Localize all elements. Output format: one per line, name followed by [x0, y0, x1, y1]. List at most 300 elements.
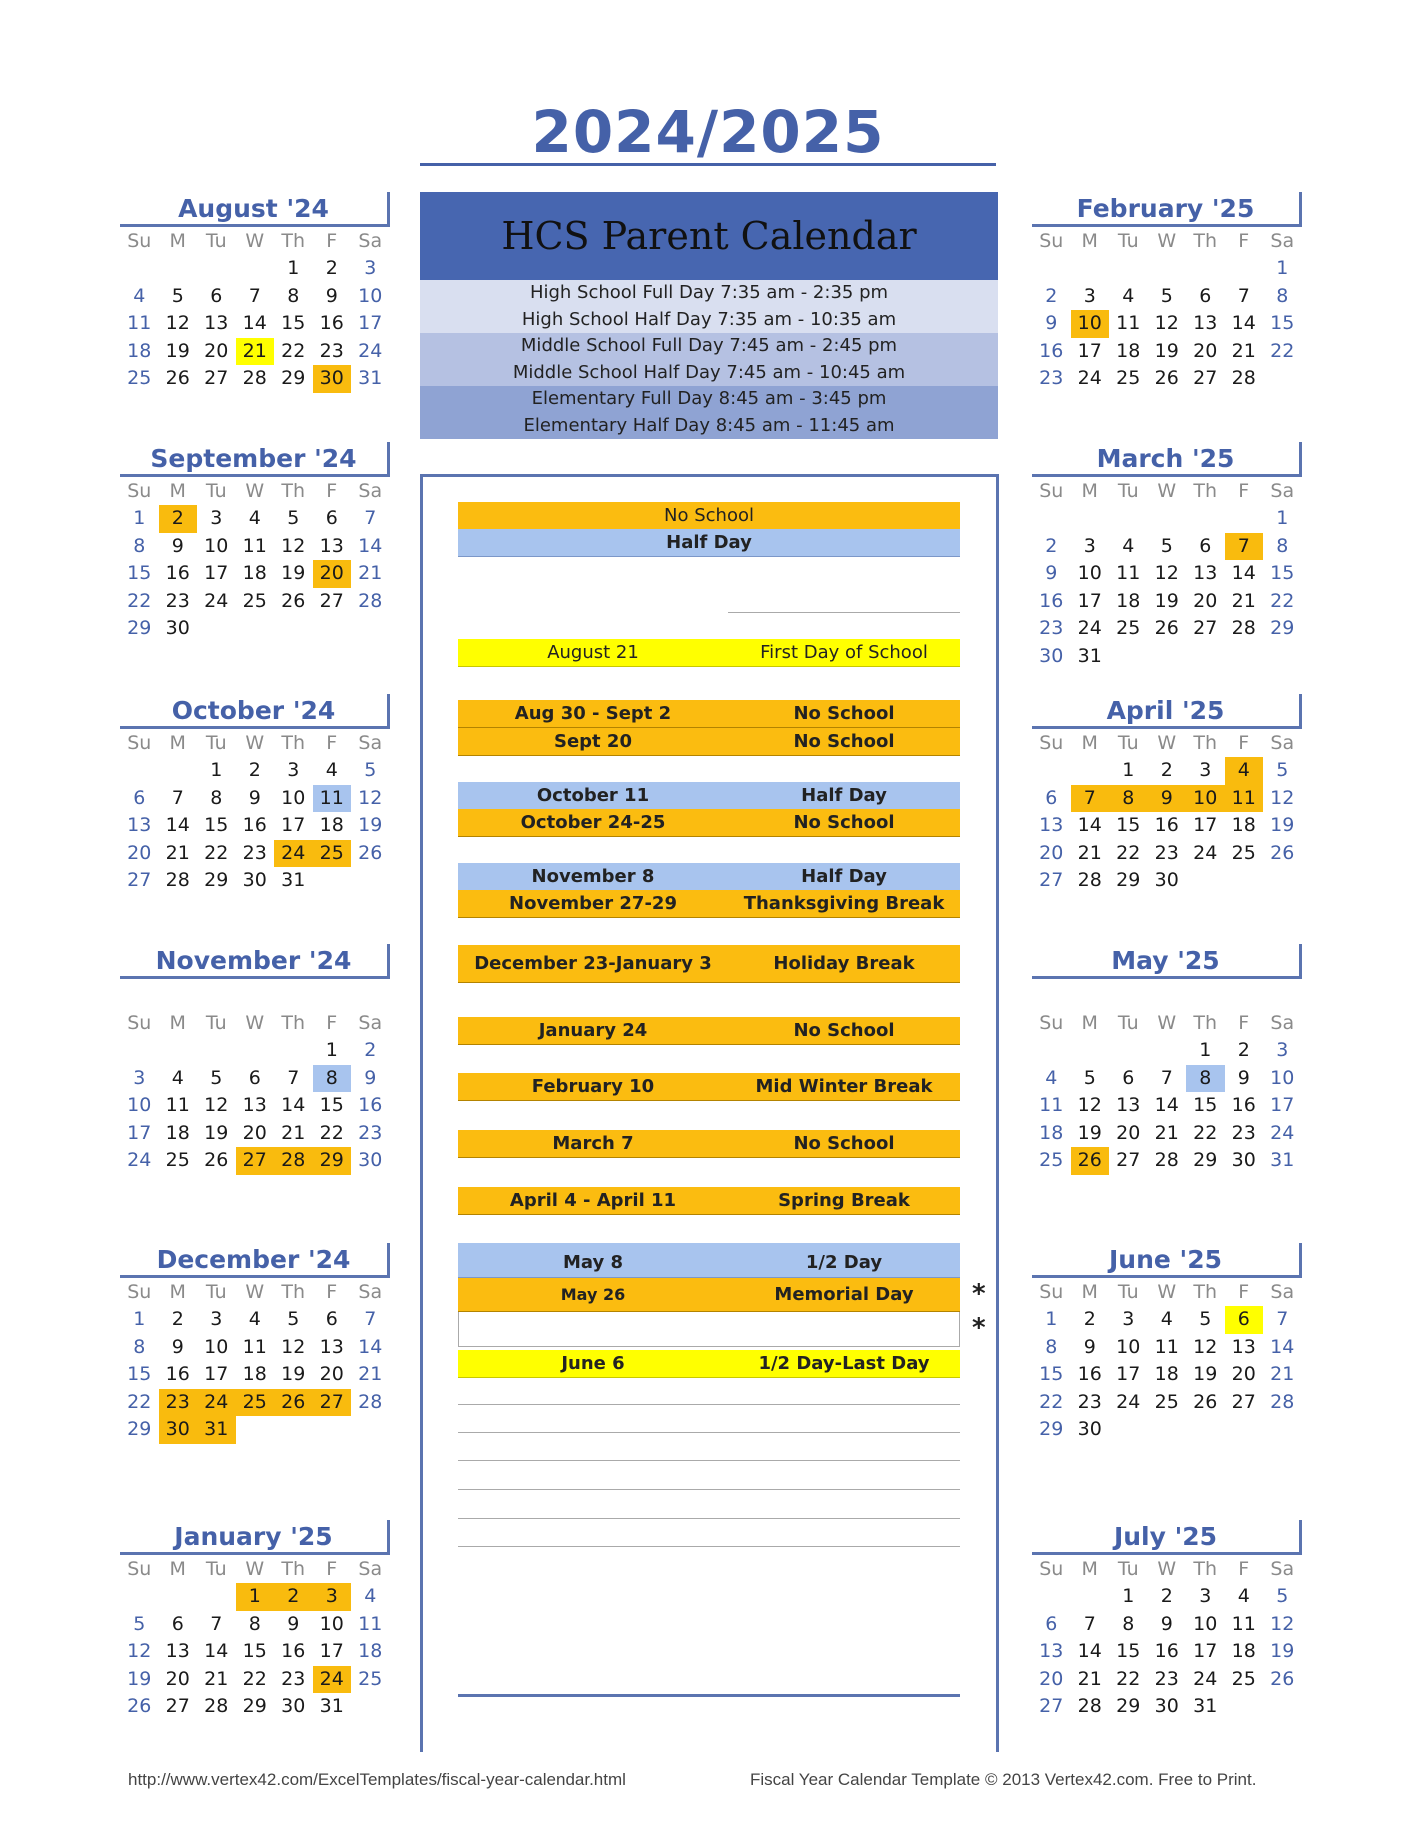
empty-day	[159, 1583, 198, 1611]
day-cell: 4	[248, 1308, 261, 1330]
weekday-label: W	[245, 1281, 265, 1303]
day-cell: 4	[1225, 757, 1264, 785]
weekday-label: M	[1081, 480, 1098, 502]
day-cell: 19	[1154, 339, 1179, 362]
day-cell: 2	[1083, 1308, 1096, 1330]
day-cell: 26	[1270, 1667, 1295, 1690]
empty-day	[159, 1037, 198, 1065]
weekday-label: M	[1081, 1558, 1098, 1580]
weekday-header	[1032, 1555, 1302, 1583]
month-name: May '25	[1032, 944, 1302, 979]
day-cell: 29	[1039, 1418, 1064, 1440]
day-cell: 2	[1045, 534, 1058, 557]
weekday-label: Sa	[1270, 1558, 1295, 1580]
event-date: August 21	[547, 642, 639, 663]
day-cell: 2	[1045, 284, 1058, 307]
weekday-label: Sa	[358, 1012, 383, 1034]
day-cell: 17	[1077, 589, 1102, 612]
event-label: First Day of School	[760, 642, 928, 663]
event-date: October 11	[536, 785, 650, 806]
day-cell: 17	[358, 312, 383, 334]
day-cell: 21	[358, 562, 383, 584]
event-label: No School	[793, 812, 895, 833]
day-cell: 27	[1039, 869, 1064, 891]
event-date: June 6	[561, 1353, 625, 1374]
day-cell: 17	[204, 562, 229, 584]
day-cell: 8	[248, 1612, 261, 1635]
day-cell: 16	[281, 1640, 306, 1662]
empty-day	[236, 255, 275, 283]
empty-day	[1032, 255, 1071, 283]
day-cell: 18	[1116, 339, 1141, 362]
empty-day	[1071, 1037, 1110, 1065]
day-cell: 16	[358, 1094, 383, 1116]
day-cell: 23	[319, 339, 344, 362]
divider	[458, 1432, 960, 1433]
day-cell: 11	[242, 534, 267, 557]
day-cell: 9	[1045, 312, 1058, 334]
days-grid	[1032, 1037, 1302, 1175]
day-cell: 19	[1154, 589, 1179, 612]
day-cell: 30	[159, 1416, 198, 1444]
weekday-label: Tu	[1117, 230, 1139, 252]
day-cell: 21	[281, 1121, 306, 1144]
event-row	[458, 1350, 960, 1378]
weekday-label: Tu	[1117, 1012, 1139, 1034]
day-cell: 21	[1154, 1121, 1179, 1144]
weekday-header	[120, 227, 390, 255]
day-cell: 10	[319, 1612, 344, 1635]
day-cell: 4	[1160, 1308, 1173, 1330]
weekday-label: Sa	[358, 230, 383, 252]
weekday-label: Su	[1039, 1558, 1064, 1580]
day-cell: 3	[210, 1308, 223, 1330]
day-cell: 2	[364, 1039, 377, 1061]
day-cell: 30	[358, 1149, 383, 1171]
day-cell: 22	[127, 1390, 152, 1413]
event-label: Memorial Day	[774, 1284, 914, 1305]
month-name: March '25	[1032, 442, 1302, 477]
event-date: January 24	[538, 1020, 648, 1041]
day-cell: 20	[165, 1667, 190, 1690]
day-cell: 15	[1116, 1640, 1141, 1662]
day-cell: 27	[1193, 367, 1218, 389]
day-cell: 1	[1045, 1308, 1058, 1330]
day-cell: 9	[248, 786, 261, 809]
day-cell: 27	[236, 1147, 275, 1175]
days-grid	[1032, 505, 1302, 670]
event-row	[458, 1187, 960, 1215]
day-cell: 1	[1199, 1039, 1212, 1061]
day-cell: 20	[1193, 339, 1218, 362]
day-cell: 14	[1270, 1335, 1295, 1358]
day-cell: 3	[210, 507, 223, 529]
asterisk: *	[972, 1313, 986, 1343]
day-cell: 1	[1276, 257, 1289, 279]
day-cell: 25	[242, 589, 267, 612]
empty-day	[120, 255, 159, 283]
day-cell: 2	[274, 1583, 313, 1611]
day-cell: 5	[287, 507, 300, 529]
day-cell: 15	[127, 562, 152, 584]
divider	[458, 1460, 960, 1461]
day-cell: 3	[1199, 759, 1212, 781]
empty-day	[1148, 255, 1187, 283]
weekday-header	[120, 1009, 390, 1037]
day-cell: 26	[1154, 617, 1179, 639]
weekday-label: F	[326, 1558, 338, 1580]
day-cell: 2	[248, 759, 261, 781]
event-label: Half Day	[801, 785, 887, 806]
day-cell: 10	[1116, 1335, 1141, 1358]
day-cell: 15	[281, 312, 306, 334]
day-cell: 29	[1270, 617, 1295, 639]
day-cell: 28	[1077, 869, 1102, 891]
day-cell: 9	[287, 1612, 300, 1635]
month-name: June '25	[1032, 1243, 1302, 1278]
day-cell: 26	[1154, 367, 1179, 389]
day-cell: 10	[281, 786, 306, 809]
month-april-2025	[1032, 694, 1302, 895]
day-cell: 19	[358, 814, 383, 836]
day-cell: 11	[1154, 1335, 1179, 1358]
day-cell: 27	[1039, 1695, 1064, 1717]
weekday-label: F	[326, 480, 338, 502]
day-cell: 12	[204, 1094, 229, 1116]
empty-day	[197, 1037, 236, 1065]
day-cell: 1	[325, 1039, 338, 1061]
day-cell: 4	[1045, 1066, 1058, 1089]
day-cell: 21	[165, 841, 190, 864]
day-cell: 6	[171, 1612, 184, 1635]
weekday-label: M	[169, 1281, 186, 1303]
day-cell: 18	[1154, 1363, 1179, 1385]
day-cell: 20	[1039, 1667, 1064, 1690]
day-cell: 11	[313, 785, 352, 813]
weekday-label: W	[1157, 230, 1177, 252]
month-december-2024	[120, 1243, 390, 1444]
month-name: October '24	[120, 694, 390, 729]
weekday-label: Tu	[1117, 732, 1139, 754]
empty-day	[1148, 505, 1187, 533]
day-cell: 28	[1077, 1695, 1102, 1717]
day-cell: 26	[1193, 1390, 1218, 1413]
day-cell: 3	[1083, 534, 1096, 557]
day-cell: 27	[127, 869, 152, 891]
day-cell: 18	[1231, 814, 1256, 836]
day-cell: 4	[133, 284, 146, 307]
time-row: High School Full Day 7:35 am - 2:35 pm	[420, 280, 998, 307]
day-cell: 14	[1231, 562, 1256, 584]
empty-day	[1225, 255, 1264, 283]
weekday-label: Su	[1039, 1281, 1064, 1303]
parent-calendar-title: HCS Parent Calendar	[420, 192, 998, 280]
day-cell: 19	[204, 1121, 229, 1144]
month-february-2025	[1032, 192, 1302, 393]
day-cell: 11	[1116, 312, 1141, 334]
weekday-label: Sa	[1270, 230, 1295, 252]
day-cell: 18	[242, 1363, 267, 1385]
day-cell: 16	[165, 562, 190, 584]
day-cell: 8	[1186, 1065, 1225, 1093]
empty-day	[1071, 1583, 1110, 1611]
day-cell: 30	[1077, 1418, 1102, 1440]
day-cell: 1	[210, 759, 223, 781]
event-row	[458, 1017, 960, 1045]
day-cell: 23	[159, 1389, 198, 1417]
day-cell: 5	[1199, 1308, 1212, 1330]
day-cell: 2	[171, 1308, 184, 1330]
weekday-label: Tu	[1117, 1281, 1139, 1303]
day-cell: 15	[242, 1640, 267, 1662]
day-cell: 13	[242, 1094, 267, 1116]
day-cell: 8	[133, 534, 146, 557]
day-cell: 7	[364, 1308, 377, 1330]
day-cell: 20	[1116, 1121, 1141, 1144]
weekday-label: W	[245, 732, 265, 754]
weekday-header	[120, 1278, 390, 1306]
day-cell: 12	[358, 786, 383, 809]
day-cell: 1	[133, 1308, 146, 1330]
day-cell: 13	[319, 534, 344, 557]
weekday-header	[1032, 1278, 1302, 1306]
day-cell: 10	[204, 1335, 229, 1358]
day-cell: 16	[1039, 589, 1064, 612]
day-cell: 6	[133, 786, 146, 809]
event-row	[458, 809, 960, 837]
month-june-2025	[1032, 1243, 1302, 1444]
day-cell: 19	[281, 1363, 306, 1385]
days-grid	[120, 757, 390, 895]
day-cell: 5	[364, 759, 377, 781]
legend-no-school	[458, 502, 960, 530]
day-cell: 27	[1116, 1149, 1141, 1171]
weekday-label: Th	[1193, 1281, 1218, 1303]
day-cell: 17	[204, 1363, 229, 1385]
day-cell: 17	[1270, 1094, 1295, 1116]
day-cell: 13	[319, 1335, 344, 1358]
day-cell: 1	[287, 257, 300, 279]
event-row	[458, 1278, 960, 1312]
day-cell: 27	[165, 1695, 190, 1717]
day-cell: 19	[127, 1667, 152, 1690]
days-grid	[1032, 1583, 1302, 1721]
empty-day	[1109, 255, 1148, 283]
day-cell: 10	[1270, 1066, 1295, 1089]
empty-day	[120, 1583, 159, 1611]
weekday-label: Su	[1039, 230, 1064, 252]
empty-day	[274, 1037, 313, 1065]
empty-day	[197, 255, 236, 283]
day-cell: 28	[165, 869, 190, 891]
event-label: No School	[793, 731, 895, 752]
event-label: Half Day	[801, 866, 887, 887]
weekday-label: Su	[127, 1281, 152, 1303]
day-cell: 7	[1225, 533, 1264, 561]
day-cell: 20	[313, 560, 352, 588]
weekday-label: Su	[1039, 480, 1064, 502]
day-cell: 7	[171, 786, 184, 809]
day-cell: 26	[127, 1695, 152, 1717]
day-cell: 24	[204, 589, 229, 612]
weekday-label: M	[169, 1012, 186, 1034]
day-cell: 31	[197, 1416, 236, 1444]
day-cell: 4	[325, 759, 338, 781]
month-november-2024	[120, 944, 390, 1175]
day-cell: 26	[358, 841, 383, 864]
day-cell: 8	[210, 786, 223, 809]
day-cell: 1	[1122, 1585, 1135, 1607]
day-cell: 12	[281, 1335, 306, 1358]
empty-day	[120, 1037, 159, 1065]
day-cell: 11	[1039, 1094, 1064, 1116]
day-cell: 7	[1276, 1308, 1289, 1330]
empty-day	[1186, 505, 1225, 533]
weekday-label: F	[326, 230, 338, 252]
day-cell: 17	[127, 1121, 152, 1144]
weekday-label: M	[169, 230, 186, 252]
day-cell: 22	[281, 339, 306, 362]
weekday-label: F	[1238, 230, 1250, 252]
event-label: Mid Winter Break	[755, 1076, 933, 1097]
weekday-label: Sa	[1270, 1281, 1295, 1303]
day-cell: 29	[1116, 1695, 1141, 1717]
day-cell: 30	[165, 617, 190, 639]
weekday-header	[120, 1555, 390, 1583]
day-cell: 18	[127, 339, 152, 362]
day-cell: 22	[1039, 1390, 1064, 1413]
day-cell: 16	[242, 814, 267, 836]
day-cell: 23	[1077, 1390, 1102, 1413]
weekday-label: Tu	[205, 1012, 227, 1034]
day-cell: 3	[133, 1066, 146, 1089]
month-name: December '24	[120, 1243, 390, 1278]
days-grid	[120, 255, 390, 393]
day-cell: 7	[1237, 284, 1250, 307]
day-cell: 17	[281, 814, 306, 836]
day-cell: 28	[1154, 1149, 1179, 1171]
empty-day	[1148, 1037, 1187, 1065]
day-cell: 5	[1276, 1585, 1289, 1607]
day-cell: 16	[165, 1363, 190, 1385]
day-cell: 22	[319, 1121, 344, 1144]
day-cell: 8	[1109, 785, 1148, 813]
day-cell: 10	[358, 284, 383, 307]
day-cell: 14	[1077, 814, 1102, 836]
weekday-label: M	[169, 732, 186, 754]
weekday-label: Tu	[205, 480, 227, 502]
event-label: No School	[793, 1133, 895, 1154]
month-october-2024	[120, 694, 390, 895]
day-cell: 24	[1116, 1390, 1141, 1413]
days-grid	[120, 1306, 390, 1444]
month-january-2025	[120, 1520, 390, 1721]
weekday-header	[120, 477, 390, 505]
day-cell: 25	[1231, 1667, 1256, 1690]
day-cell: 13	[1039, 814, 1064, 836]
empty-day	[1032, 757, 1071, 785]
weekday-label: Su	[127, 732, 152, 754]
day-cell: 28	[1231, 367, 1256, 389]
day-cell: 6	[1122, 1066, 1135, 1089]
weekday-header	[1032, 729, 1302, 757]
day-cell: 5	[133, 1612, 146, 1635]
weekday-label: W	[245, 1012, 265, 1034]
day-cell: 5	[1276, 759, 1289, 781]
day-cell: 14	[358, 534, 383, 557]
day-cell: 25	[1039, 1149, 1064, 1171]
days-grid	[1032, 1306, 1302, 1444]
event-date: March 7	[552, 1133, 634, 1154]
day-cell: 3	[1199, 1585, 1212, 1607]
divider	[458, 1694, 960, 1697]
day-cell: 13	[1193, 562, 1218, 584]
month-march-2025	[1032, 442, 1302, 670]
day-cell: 5	[1083, 1066, 1096, 1089]
event-date: November 27-29	[509, 893, 677, 914]
day-cell: 22	[1270, 339, 1295, 362]
panel-border-left	[420, 474, 423, 1752]
day-cell: 6	[1199, 284, 1212, 307]
event-label: Thanksgiving Break	[743, 893, 945, 914]
day-cell: 3	[364, 257, 377, 279]
day-cell: 6	[325, 1308, 338, 1330]
weekday-label: M	[1081, 732, 1098, 754]
day-cell: 18	[242, 562, 267, 584]
day-cell: 25	[165, 1149, 190, 1171]
day-cell: 23	[1039, 367, 1064, 389]
weekday-label: Tu	[205, 1281, 227, 1303]
day-cell: 7	[287, 1066, 300, 1089]
weekday-label: W	[245, 480, 265, 502]
legend-label: Half Day	[666, 532, 752, 553]
day-cell: 21	[1077, 1667, 1102, 1690]
day-cell: 24	[127, 1149, 152, 1171]
empty-day	[159, 757, 198, 785]
month-name: November '24	[120, 944, 390, 979]
day-cell: 28	[358, 589, 383, 612]
event-row	[458, 1073, 960, 1101]
day-cell: 28	[204, 1695, 229, 1717]
day-cell: 8	[1276, 284, 1289, 307]
day-cell: 25	[1154, 1390, 1179, 1413]
title-rule	[420, 163, 996, 166]
day-cell: 21	[1231, 589, 1256, 612]
day-cell: 3	[1276, 1039, 1289, 1061]
day-cell: 5	[287, 1308, 300, 1330]
day-cell: 28	[274, 1147, 313, 1175]
event-label: Spring Break	[778, 1190, 910, 1211]
day-cell: 13	[1231, 1335, 1256, 1358]
day-cell: 30	[1231, 1149, 1256, 1171]
day-cell: 29	[204, 869, 229, 891]
day-cell: 24	[274, 840, 313, 868]
weekday-label: Th	[281, 230, 306, 252]
day-cell: 23	[1231, 1121, 1256, 1144]
day-cell: 21	[1077, 841, 1102, 864]
day-cell: 25	[127, 367, 152, 389]
weekday-label: M	[1081, 1012, 1098, 1034]
day-cell: 20	[1039, 841, 1064, 864]
day-cell: 25	[358, 1667, 383, 1690]
day-cell: 7	[1083, 1612, 1096, 1635]
day-cell: 24	[1193, 1667, 1218, 1690]
day-cell: 20	[319, 1363, 344, 1385]
weekday-label: Th	[281, 732, 306, 754]
day-cell: 9	[1237, 1066, 1250, 1089]
day-cell: 30	[1039, 644, 1064, 667]
day-cell: 17	[1077, 339, 1102, 362]
